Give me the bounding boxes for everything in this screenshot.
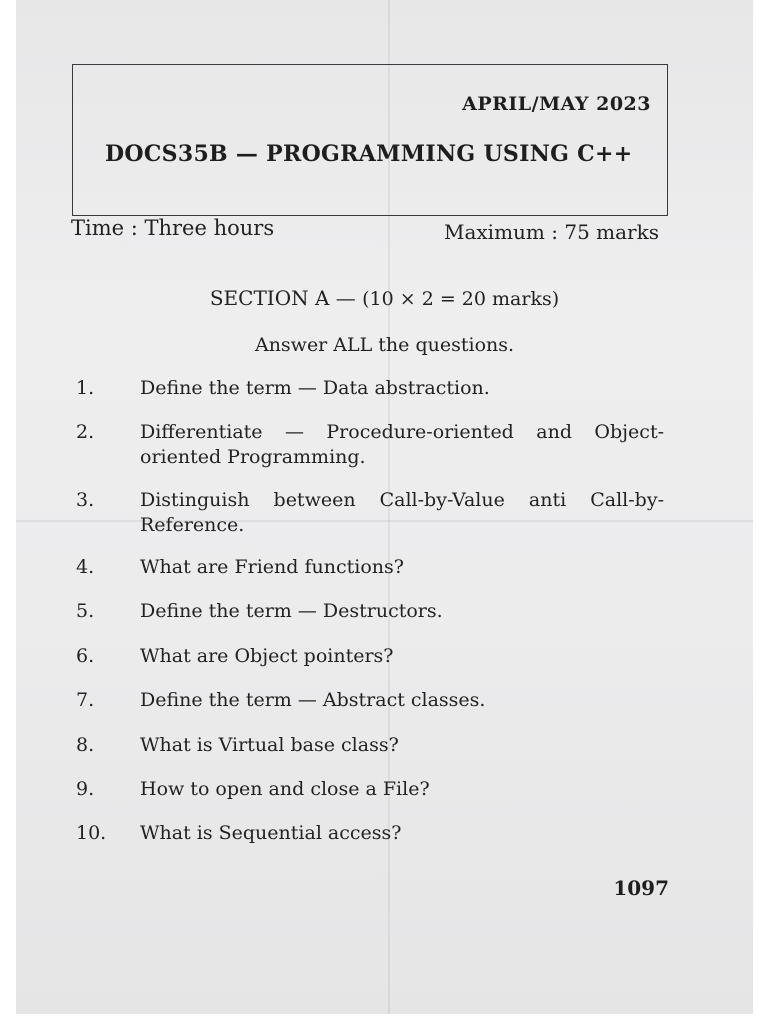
exam-paper: [16, 0, 753, 1014]
maximum-marks: Maximum : 75 marks: [444, 220, 659, 244]
exam-session: APRIL/MAY 2023: [462, 93, 651, 115]
question-number: 6.: [76, 645, 95, 667]
section-instruction: Answer ALL the questions.: [254, 334, 515, 356]
question-text: Distinguish between Call-by-Value anti Call-by-Reference.: [140, 489, 664, 536]
section-title: SECTION A —: [209, 286, 356, 310]
paper-code: 1097: [613, 876, 669, 900]
question-number: 4.: [76, 556, 95, 578]
question-number: 2.: [76, 421, 95, 443]
question-number: 3.: [76, 489, 95, 511]
question-text: What are Object pointers?: [140, 645, 394, 667]
question-text: How to open and close a File?: [140, 778, 430, 800]
course-title: DOCS35B — PROGRAMMING USING C++: [105, 141, 633, 167]
question-number: 9.: [76, 778, 95, 800]
question-number: 8.: [76, 734, 95, 756]
exam-duration: Time : Three hours: [71, 216, 275, 240]
question-text: Define the term — Data abstraction.: [140, 377, 490, 399]
question-text: What is Sequential access?: [140, 822, 402, 844]
question-number: 10.: [76, 822, 107, 844]
question-text: What are Friend functions?: [140, 556, 404, 578]
question-text: Define the term — Abstract classes.: [140, 689, 486, 711]
question-text: Differentiate — Procedure-oriented and Object-oriented Programming.: [140, 421, 664, 468]
question-text: Define the term — Destructors.: [140, 600, 443, 622]
question-text: What is Virtual base class?: [140, 734, 399, 756]
question-number: 5.: [76, 600, 95, 622]
question-number: 1.: [76, 377, 95, 399]
header-box: [72, 64, 668, 216]
section-marks: (10 × 2 = 20 marks): [362, 288, 560, 310]
section-heading: [16, 286, 753, 310]
question-number: 7.: [76, 689, 95, 711]
